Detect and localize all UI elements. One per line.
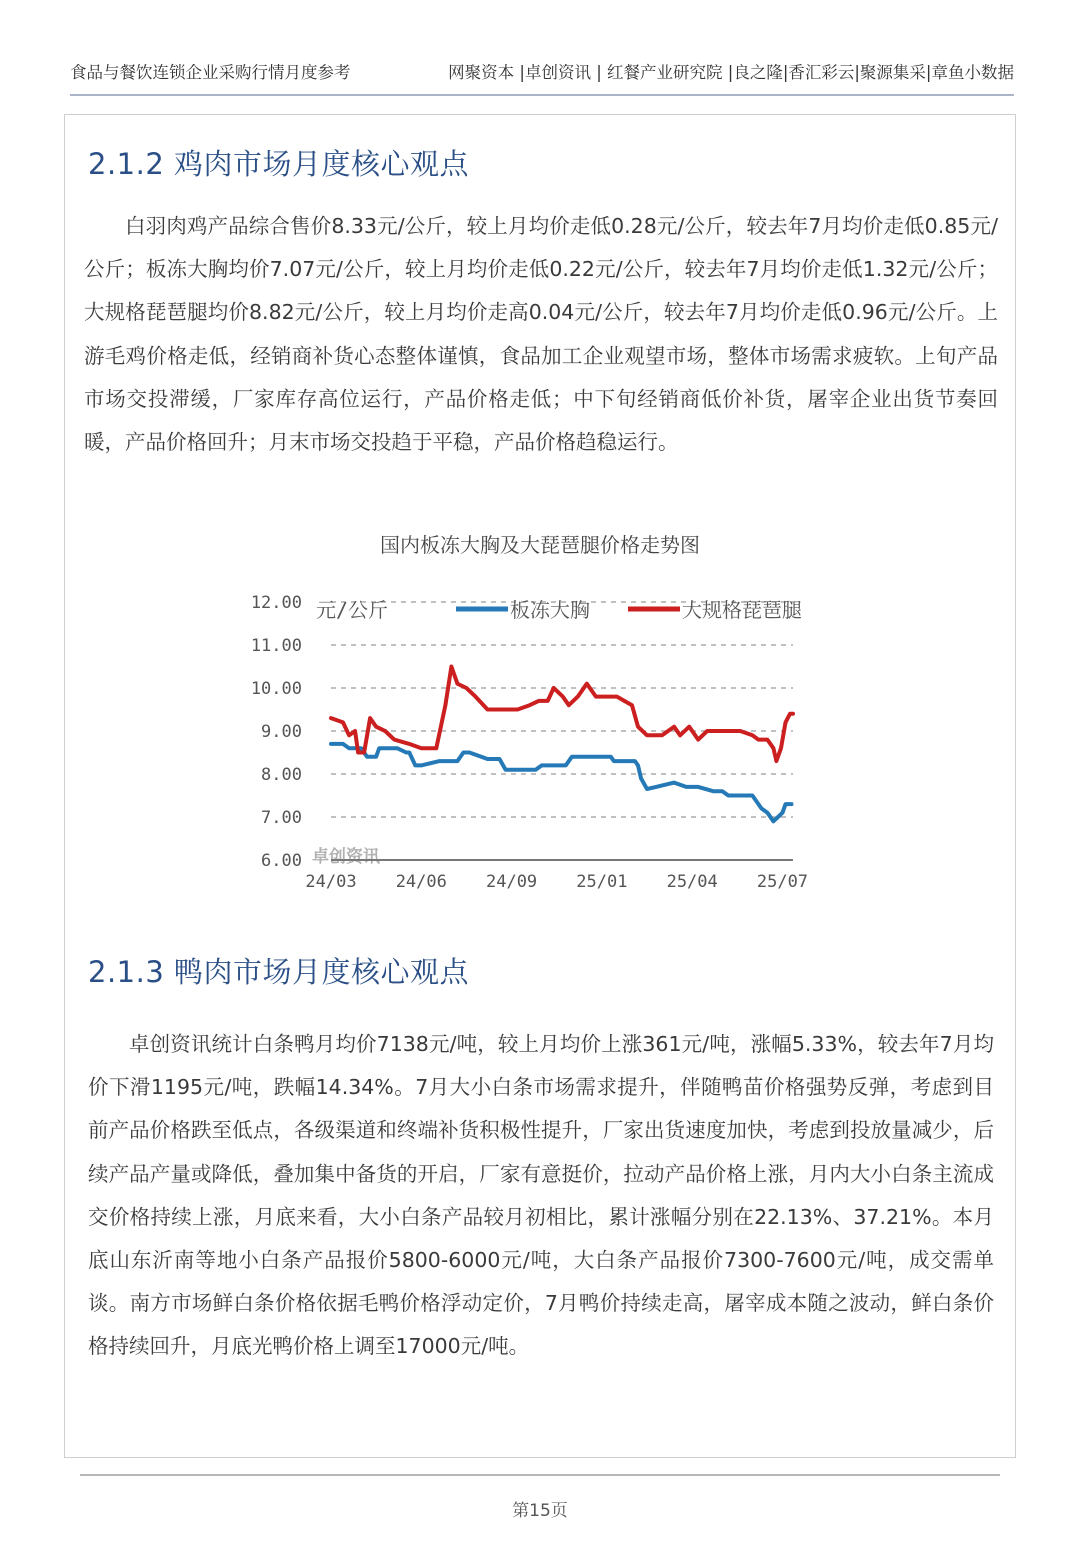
series-line-drumstick	[331, 667, 793, 762]
chicken-paragraph: 白羽肉鸡产品综合售价8.33元/公斤，较上月均价走低0.28元/公斤，较去年7月均价走低0.85元/公斤；板冻大胸均价7.07元/公斤，较上月均价走低0.22元/公斤，较去年7月均价走低1.32元/公斤；大规格琵琶腿均价8.82元/公斤，较上月均价走高0.04元/公斤，较去年7月均价走低0.96元/公斤。上游毛鸡价格走低，经销商补货心态整体谨慎，食品加工企业观望市场，整体市场需求疲软。上旬产品市场交投滞缓，厂家库存高位运行，产品价格走低；中下旬经销商低价补货，屠宰企业出货节奏回暖，产品价格回升；月末市场交投趋于平稳，产品价格趋稳运行。	[84, 214, 998, 455]
x-tick-label: 24/06	[395, 872, 447, 892]
chart-title: 国内板冻大胸及大琵琶腿价格走势图	[380, 533, 700, 557]
x-tick-label: 25/04	[666, 872, 718, 892]
x-tick-label: 25/01	[576, 872, 628, 892]
section-heading-duck: 2.1.3 鸭肉市场月度核心观点	[88, 955, 470, 989]
chart-legend	[456, 598, 802, 622]
duck-paragraph: 卓创资讯统计白条鸭月均价7138元/吨，较上月均价上涨361元/吨，涨幅5.33%，较去年7月均价下滑1195元/吨，跌幅14.34%。7月大小白条市场需求提升，伴随鸭苗价格强势反弹，考虑到目前产品价格跌至低点，各级渠道和终端补货积极性提升，厂家出货速度加快，考虑到投放量减少，后续产品产量或降低，叠加集中备货的开启，厂家有意挺价，拉动产品价格上涨，月内大小白条主流成交价格持续上涨，月底来看，大小白条产品较月初相比，累计涨幅分别在22.13%、37.21%。本月底山东沂南等地小白条产品报价5800-6000元/吨，大白条产品报价7300-7600元/吨，成交需单谈。南方市场鲜白条价格依据毛鸭价格浮动定价，7月鸭价持续走高，屠宰成本随之波动，鲜白条价格持续回升，月底光鸭价格上调至17000元/吨。	[88, 1032, 994, 1359]
legend-label: 板冻大胸	[510, 598, 590, 622]
chart-watermark: 卓创资讯	[312, 847, 380, 867]
series-line-breast	[331, 744, 792, 821]
header-report-title: 食品与餐饮连锁企业采购行情月度参考	[70, 63, 351, 82]
y-tick-label: 10.00	[250, 679, 302, 699]
x-tick-label: 25/07	[756, 872, 809, 892]
y-tick-label: 8.00	[261, 765, 302, 785]
y-tick-label: 6.00	[261, 851, 302, 871]
x-tick-label: 24/09	[485, 872, 538, 892]
price-trend-chart	[236, 582, 836, 902]
y-tick-label: 7.00	[261, 808, 302, 828]
chart-gridlines	[331, 602, 793, 817]
x-tick-label: 24/03	[305, 872, 357, 892]
header-sources: 网聚资本 |卓创资讯 | 红餐产业研究院 |良之隆|香汇彩云|聚源集采|章鱼小数据	[448, 63, 1014, 82]
footer-divider	[80, 1474, 1000, 1476]
section-heading-chicken: 2.1.2 鸡肉市场月度核心观点	[88, 147, 470, 181]
y-tick-label: 12.00	[250, 593, 302, 613]
y-axis-ticks	[251, 593, 302, 871]
y-tick-label: 11.00	[250, 636, 302, 656]
x-axis-ticks	[305, 872, 808, 892]
y-axis-unit-label: 元/公斤	[316, 598, 389, 622]
y-tick-label: 9.00	[261, 722, 302, 742]
chart-series	[331, 667, 793, 822]
page-number: 第15页	[512, 1501, 568, 1521]
legend-label: 大规格琵琶腿	[682, 598, 802, 622]
page-header	[70, 58, 1014, 96]
